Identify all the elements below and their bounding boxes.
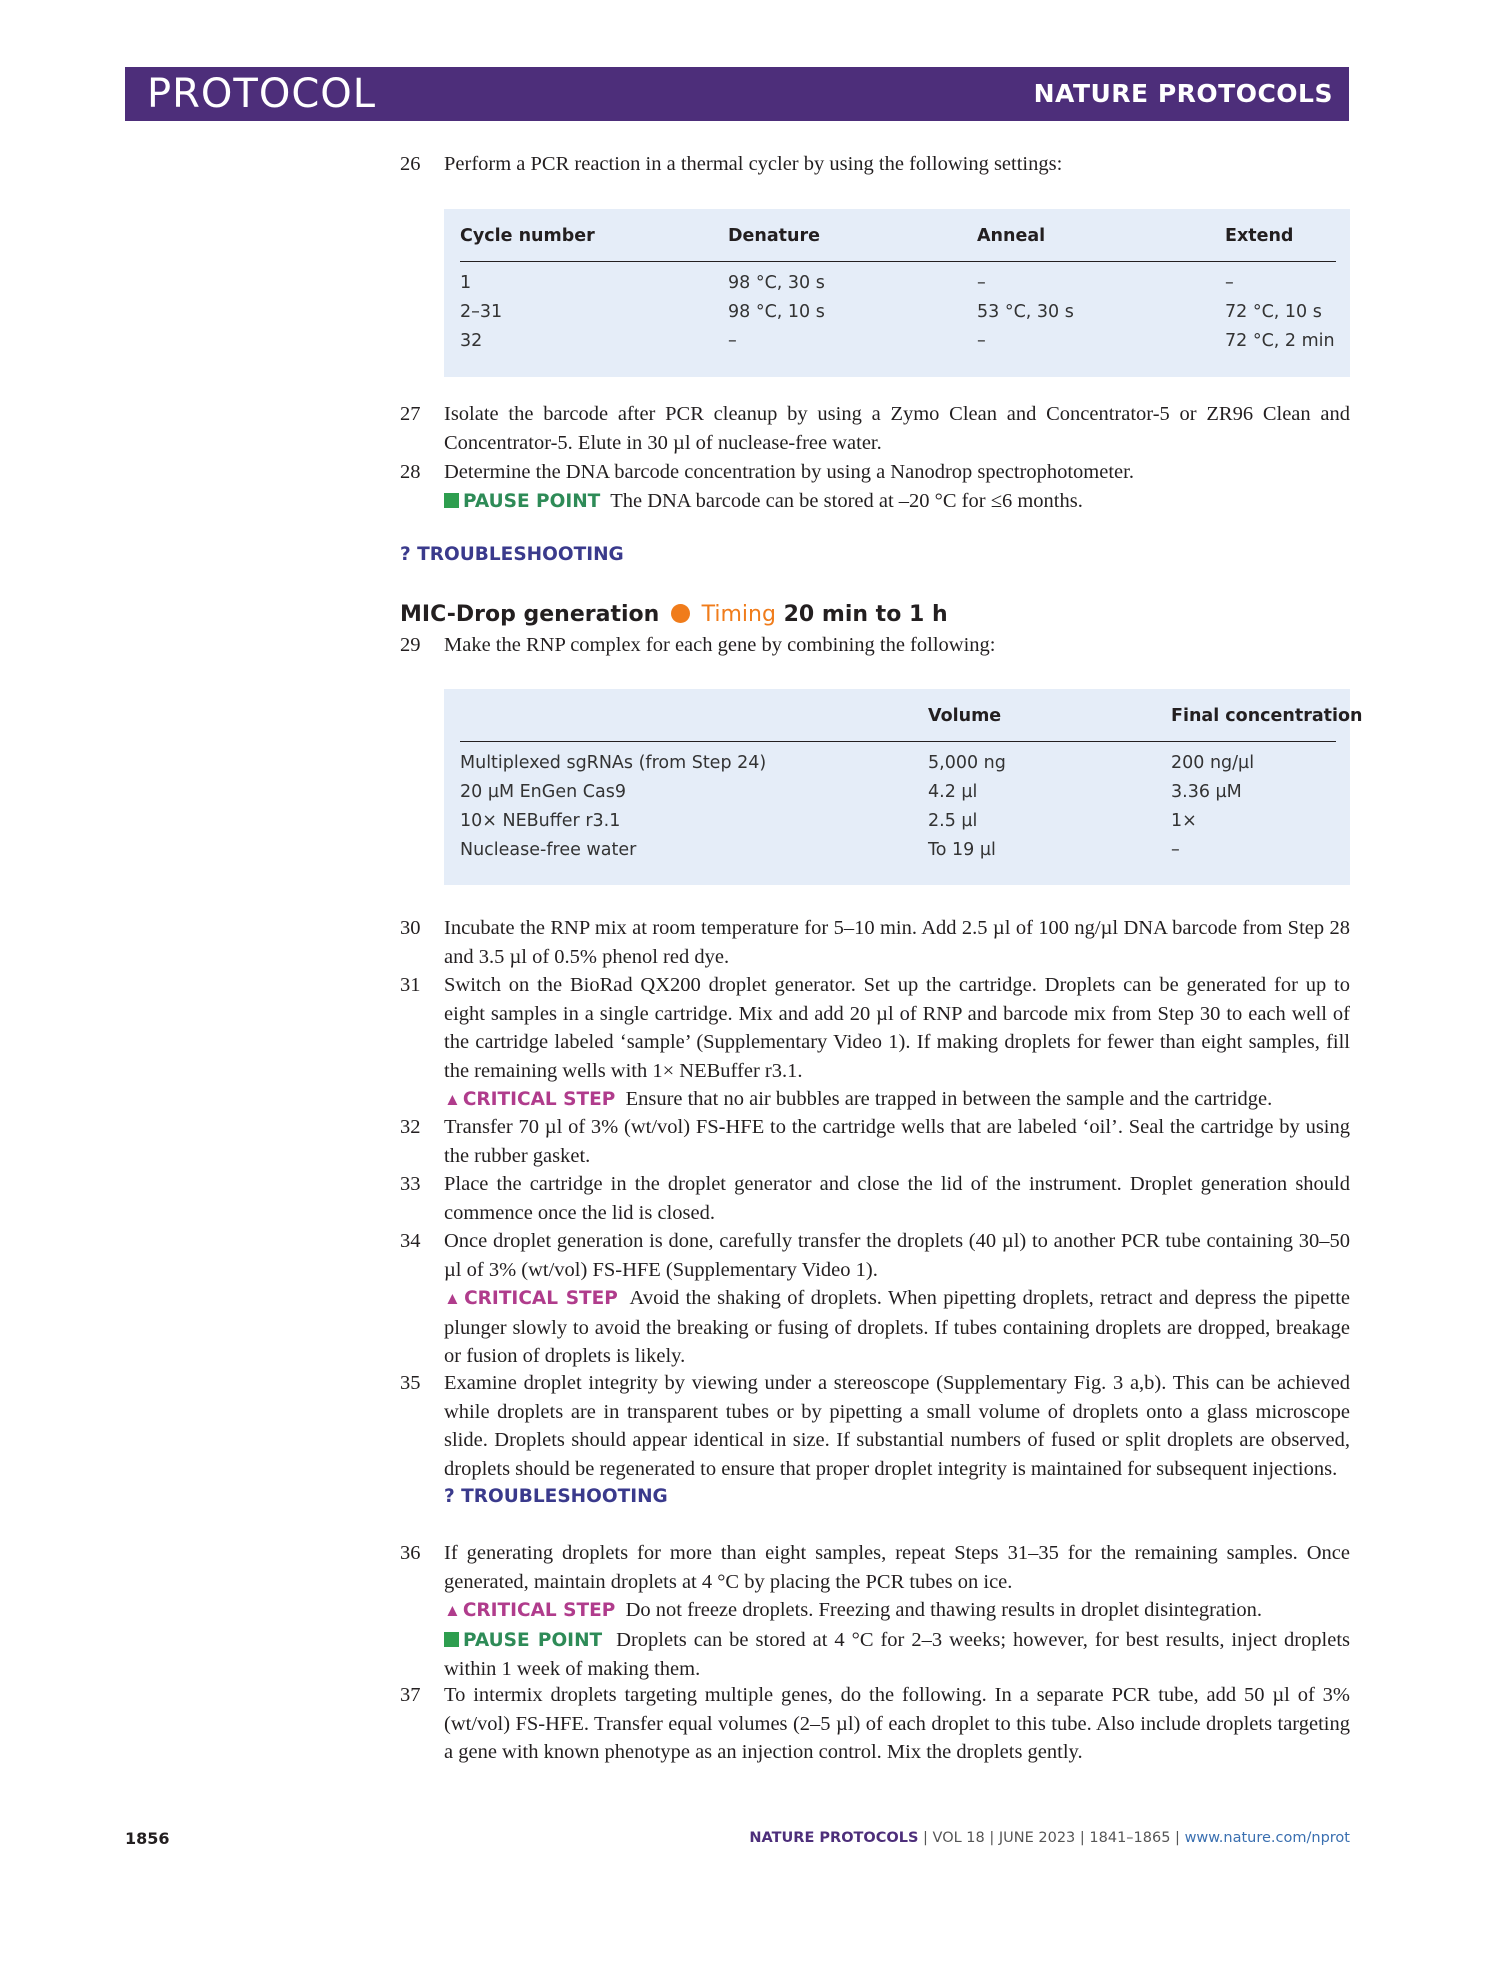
table-cell: 1× xyxy=(1171,811,1197,831)
table-cell: 5,000 ng xyxy=(928,753,1006,773)
footer-url-link[interactable]: www.nature.com/nprot xyxy=(1184,1830,1350,1846)
warning-triangle-icon: ▲ xyxy=(444,1090,461,1109)
step-number: 31 xyxy=(400,974,421,996)
step-number: 30 xyxy=(400,917,421,939)
footer-volume: VOL 18 xyxy=(932,1830,985,1846)
table-cell: To 19 µl xyxy=(928,840,996,860)
step-26 xyxy=(400,150,1350,179)
step-text: Examine droplet integrity by viewing under a stereoscope (Supplementary Fig. 3 a,b). This can be achieved while droplets are in transparent tubes or by pipetting a small volume of droplets onto a glass microscope slide. Droplets should appear identical in size. If substantial numbers of fused or split droplets are observed, droplets should be regenerated to ensure that proper droplet integrity is maintained for subsequent injections. xyxy=(444,1372,1350,1480)
timing-label: Timing xyxy=(701,602,776,627)
pause-square-icon xyxy=(444,1632,459,1647)
section-title xyxy=(400,602,948,627)
table-cell: 2.5 µl xyxy=(928,811,978,831)
header-protocol-label: PROTOCOL xyxy=(147,71,377,117)
section-title-text: MIC-Drop generation xyxy=(400,602,660,627)
timing-value: 20 min to 1 h xyxy=(783,602,948,627)
step-text: Make the RNP complex for each gene by combining the following: xyxy=(444,634,996,656)
critical-step-label: CRITICAL STEP xyxy=(462,1600,616,1621)
step-number: 34 xyxy=(400,1230,421,1252)
pause-square-icon xyxy=(444,493,459,508)
footer-date: JUNE 2023 xyxy=(998,1830,1076,1846)
step-33 xyxy=(400,1170,1350,1227)
step-text: Once droplet generation is done, carefully transfer the droplets (40 µl) to another PCR tube containing 30–50 µl of 3% (wt/vol) FS-HFE (Supplementary Video 1). xyxy=(444,1230,1350,1281)
step-number: 37 xyxy=(400,1684,421,1706)
pause-point-label: PAUSE POINT xyxy=(463,1629,603,1651)
step-number: 35 xyxy=(400,1372,421,1394)
pause-point-text: The DNA barcode can be stored at –20 °C for ≤6 months. xyxy=(610,489,1083,512)
critical-step-label: CRITICAL STEP xyxy=(462,1089,616,1110)
warning-triangle-icon: ▲ xyxy=(444,1601,461,1620)
table-cell: Multiplexed sgRNAs (from Step 24) xyxy=(460,753,767,773)
table-cell: 98 °C, 10 s xyxy=(728,302,825,322)
table-rule xyxy=(460,261,1336,262)
table-cell: 53 °C, 30 s xyxy=(977,302,1074,322)
table-cell: 10× NEBuffer r3.1 xyxy=(460,811,621,831)
step-29 xyxy=(400,631,1350,660)
page-number: 1856 xyxy=(125,1829,170,1848)
header-journal-label: NATURE PROTOCOLS xyxy=(1033,79,1333,108)
step-text: Incubate the RNP mix at room temperature for 5–10 min. Add 2.5 µl of 100 ng/µl DNA barcode from Step 28 and 3.5 µl of 0.5% phenol red dye. xyxy=(444,917,1350,968)
step-35 xyxy=(400,1369,1350,1512)
table-header-row xyxy=(444,209,1350,263)
table-cell: 3.36 µM xyxy=(1171,782,1242,802)
step-text: Switch on the BioRad QX200 droplet generator. Set up the cartridge. Droplets can be generated for up to eight samples in a single cartridge. Mix and add 20 µl of RNP and barcode mix from Step 30 to each well of the cartridge labeled ‘sample’ (Supplementary Video 1). If making droplets for fewer than eight samples, fill the remaining wells with 1× NEBuffer r3.1. xyxy=(444,974,1350,1082)
table-cell: – xyxy=(1171,840,1180,860)
timing-dot-icon xyxy=(671,604,690,623)
footer-citation: NATURE PROTOCOLS | VOL 18 | JUNE 2023 | 1841–1865 | www.nature.com/nprot xyxy=(749,1830,1350,1846)
troubleshooting-link[interactable]: ? TROUBLESHOOTING xyxy=(444,1486,668,1507)
step-32 xyxy=(400,1113,1350,1170)
step-36 xyxy=(400,1539,1350,1684)
step-text: Transfer 70 µl of 3% (wt/vol) FS-HFE to the cartridge wells that are labeled ‘oil’. Seal the cartridge by using the rubber gasket. xyxy=(444,1116,1350,1167)
table-cell: 32 xyxy=(460,331,483,351)
table-cell: 200 ng/µl xyxy=(1171,753,1255,773)
table-header-cell: Extend xyxy=(1225,226,1294,246)
table-header-cell: Volume xyxy=(928,706,1002,726)
table-cell: 2–31 xyxy=(460,302,503,322)
step-text: Perform a PCR reaction in a thermal cycler by using the following settings: xyxy=(444,153,1063,175)
warning-triangle-icon: ▲ xyxy=(444,1289,463,1308)
table-header-cell: Denature xyxy=(728,226,820,246)
pause-point-note xyxy=(444,1626,1350,1684)
table-cell: – xyxy=(728,331,737,351)
step-text: Isolate the barcode after PCR cleanup by using a Zymo Clean and Concentrator-5 or ZR96 Clean and Concentrator-5. Elute in 30 µl of nuclease-free water. xyxy=(444,403,1350,454)
step-28 xyxy=(400,458,1350,516)
critical-step-label: CRITICAL STEP xyxy=(464,1288,618,1309)
table-cell: 98 °C, 30 s xyxy=(728,273,825,293)
pcr-settings-table xyxy=(444,209,1350,377)
step-text: Place the cartridge in the droplet generator and close the lid of the instrument. Droplet generation should commence once the lid is closed. xyxy=(444,1173,1350,1224)
table-cell: 72 °C, 10 s xyxy=(1225,302,1322,322)
step-number: 29 xyxy=(400,634,421,656)
step-text: Determine the DNA barcode concentration by using a Nanodrop spectrophotometer. xyxy=(444,461,1134,483)
table-cell: 4.2 µl xyxy=(928,782,978,802)
table-cell: – xyxy=(1225,273,1234,293)
critical-step-text: Avoid the shaking of droplets. When pipetting droplets, retract and depress the pipette plunger slowly to avoid the breaking or fusing of droplets. If tubes containing droplets are dropped, breakage or fusion of droplets is likely. xyxy=(444,1287,1350,1367)
step-34 xyxy=(400,1227,1350,1371)
step-number: 27 xyxy=(400,403,421,425)
table-header-cell: Final concentration xyxy=(1171,706,1363,726)
table-header-cell: Cycle number xyxy=(460,226,595,246)
table-cell: – xyxy=(977,273,986,293)
table-cell: Nuclease-free water xyxy=(460,840,637,860)
table-cell: 20 µM EnGen Cas9 xyxy=(460,782,626,802)
table-header-cell: Anneal xyxy=(977,226,1046,246)
step-number: 32 xyxy=(400,1116,421,1138)
step-31 xyxy=(400,971,1350,1115)
step-number: 33 xyxy=(400,1173,421,1195)
step-text: If generating droplets for more than eight samples, repeat Steps 31–35 for the remaining samples. Once generated, maintain droplets at 4 °C by placing the PCR tubes on ice. xyxy=(444,1542,1350,1593)
pause-point-note xyxy=(444,487,1350,517)
table-rule xyxy=(460,741,1336,742)
header-bar xyxy=(125,67,1349,121)
footer-pages: 1841–1865 xyxy=(1089,1830,1171,1846)
table-cell: 1 xyxy=(460,273,472,293)
table-header-row xyxy=(444,689,1363,743)
step-number: 28 xyxy=(400,461,421,483)
table-cell: – xyxy=(977,331,986,351)
critical-step-note xyxy=(444,1596,1350,1626)
step-37 xyxy=(400,1681,1350,1767)
step-number: 36 xyxy=(400,1542,421,1564)
step-27 xyxy=(400,400,1350,457)
critical-step-note xyxy=(444,1284,1350,1371)
footer-journal: NATURE PROTOCOLS xyxy=(749,1830,919,1846)
rnp-complex-table xyxy=(444,689,1363,885)
step-text: To intermix droplets targeting multiple genes, do the following. In a separate PCR tube, add 50 µl of 3% (wt/vol) FS-HFE. Transfer equal volumes (2–5 µl) of each droplet to this tube. Also include droplets targeting a gene with known phenotype as an injection control. Mix the droplets gently. xyxy=(444,1684,1350,1763)
pause-point-label: PAUSE POINT xyxy=(463,490,601,512)
table-cell: 72 °C, 2 min xyxy=(1225,331,1335,351)
pause-point-text: Droplets can be stored at 4 °C for 2–3 weeks; however, for best results, inject droplets within 1 week of making them. xyxy=(444,1628,1350,1680)
critical-step-note xyxy=(444,1085,1350,1115)
step-30 xyxy=(400,914,1350,971)
step-number: 26 xyxy=(400,153,421,175)
critical-step-text: Do not freeze droplets. Freezing and thawing results in droplet disintegration. xyxy=(625,1599,1263,1621)
critical-step-text: Ensure that no air bubbles are trapped in between the sample and the cartridge. xyxy=(625,1088,1273,1110)
troubleshooting-link[interactable]: ? TROUBLESHOOTING xyxy=(400,544,624,565)
